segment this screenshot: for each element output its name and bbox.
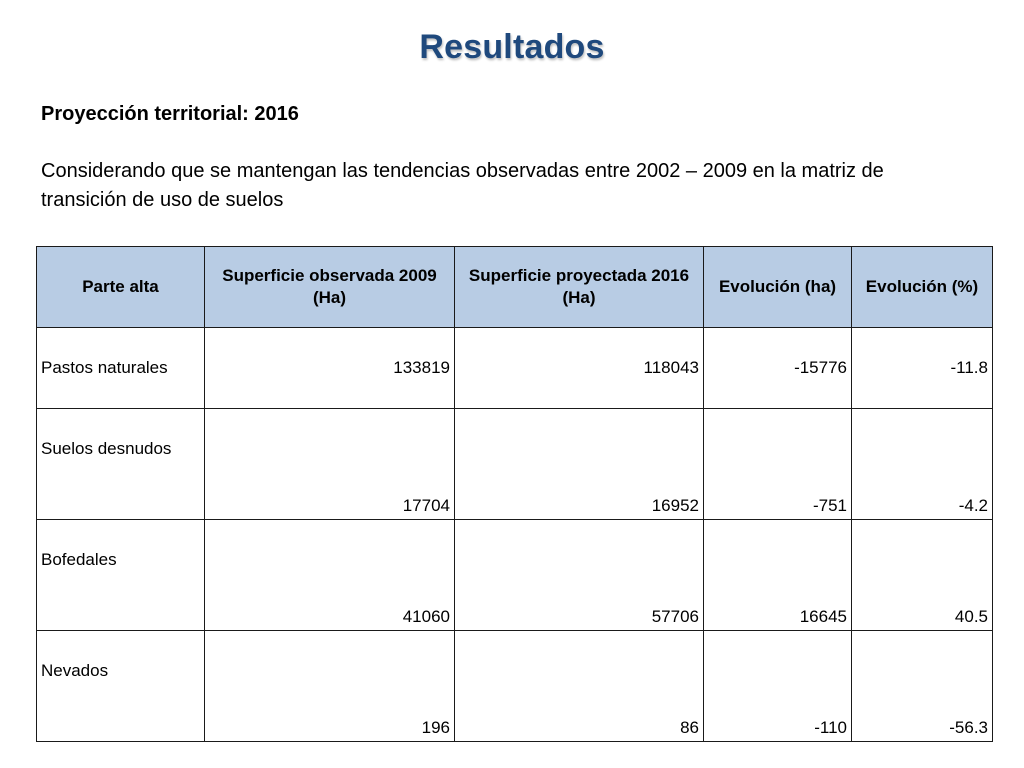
cell-evolucion-ha: -110 [704, 631, 852, 742]
cell-superficie-proyectada: 118043 [455, 328, 704, 409]
header-parte-alta: Parte alta [37, 247, 205, 328]
cell-evolucion-ha: -15776 [704, 328, 852, 409]
cell-evolucion-ha: 16645 [704, 520, 852, 631]
cell-superficie-observada: 133819 [205, 328, 455, 409]
header-superficie-observada: Superficie observada 2009 (Ha) [205, 247, 455, 328]
table-row [37, 520, 993, 631]
description-paragraph: Considerando que se mantengan las tendencias observadas entre 2002 – 2009 en la matriz de transición de uso de suelos [41, 160, 884, 211]
slide-title: Resultados [419, 28, 605, 66]
row-label: Pastos naturales [37, 328, 205, 409]
cell-superficie-proyectada: 86 [455, 631, 704, 742]
row-label: Nevados [37, 631, 205, 742]
section-subtitle: Proyección territorial: 2016 [41, 103, 299, 125]
results-table [36, 246, 993, 742]
cell-evolucion-ha: -751 [704, 409, 852, 520]
table-header-row [37, 247, 993, 328]
cell-evolucion-pct: -4.2 [852, 409, 993, 520]
header-evolucion-pct: Evolución (%) [852, 247, 993, 328]
cell-superficie-observada: 196 [205, 631, 455, 742]
table-row [37, 328, 993, 409]
cell-evolucion-pct: 40.5 [852, 520, 993, 631]
cell-superficie-proyectada: 16952 [455, 409, 704, 520]
row-label: Suelos desnudos [37, 409, 205, 520]
header-evolucion-ha: Evolución (ha) [704, 247, 852, 328]
table-row [37, 409, 993, 520]
cell-evolucion-pct: -11.8 [852, 328, 993, 409]
table-row [37, 631, 993, 742]
cell-superficie-observada: 41060 [205, 520, 455, 631]
header-superficie-proyectada: Superficie proyectada 2016 (Ha) [455, 247, 704, 328]
row-label: Bofedales [37, 520, 205, 631]
cell-superficie-proyectada: 57706 [455, 520, 704, 631]
cell-superficie-observada: 17704 [205, 409, 455, 520]
cell-evolucion-pct: -56.3 [852, 631, 993, 742]
